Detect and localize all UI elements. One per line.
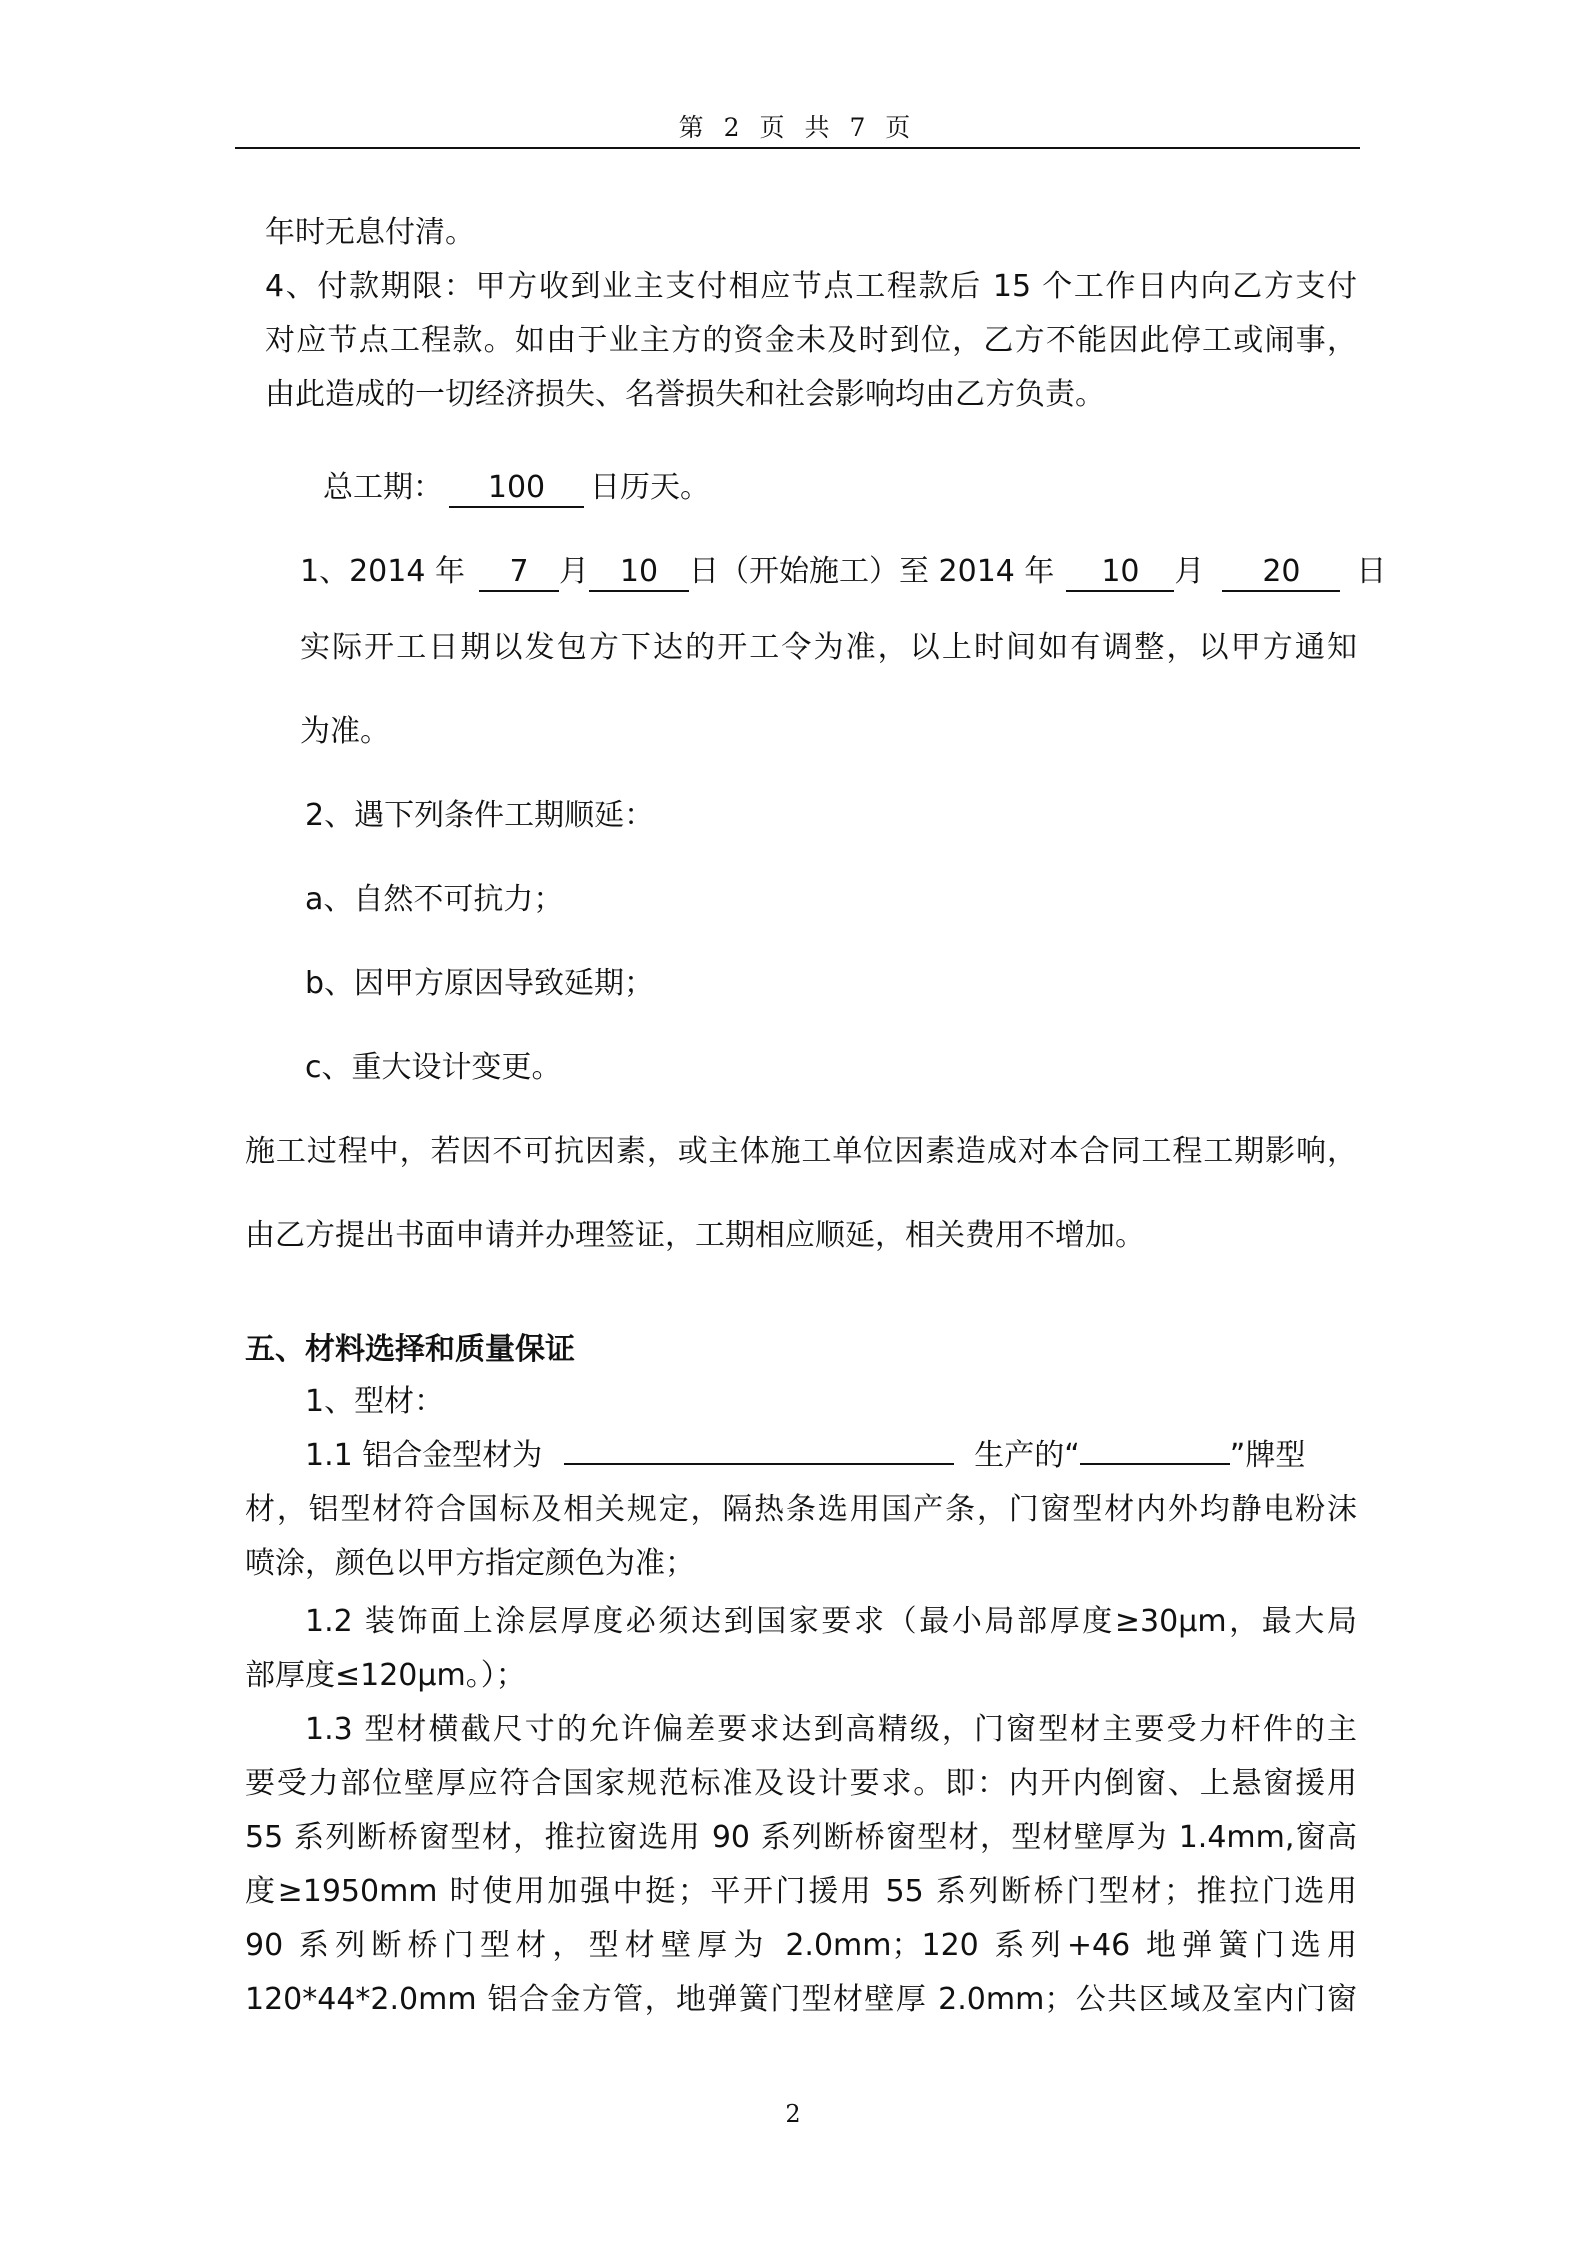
payment-line-3: 由此造成的一切经济损失、名誉损失和社会影响均由乙方负责。	[265, 377, 1105, 412]
page-label-mid: 页	[759, 113, 791, 142]
page-total: 7	[849, 113, 872, 142]
item-1-1-suffix: ”牌型	[1229, 1438, 1306, 1473]
page-label-total-prefix: 共	[804, 113, 836, 142]
payment-line-1: 4、付款期限：甲方收到业主支付相应节点工程款后 15 个工作日内向乙方支付	[265, 269, 1357, 304]
delay-paragraph-line-1: 施工过程中，若因不可抗因素，或主体施工单位因素造成对本合同工程工期影响，	[245, 1134, 1357, 1169]
start-day-field: 10	[589, 554, 689, 592]
section-5-sub-1: 1、型材：	[305, 1384, 445, 1419]
payment-line-0: 年时无息付清。	[265, 215, 475, 250]
period-prefix: 1、2014 年	[300, 554, 465, 589]
period-line	[300, 552, 1387, 592]
item-1-2-line-2: 部厚度≤120μm。）；	[245, 1658, 526, 1693]
end-month-field: 10	[1066, 554, 1174, 592]
condition-c: c、重大设计变更。	[305, 1050, 562, 1085]
item-1-1-line-2: 材，铝型材符合国标及相关规定，隔热条选用国产条，门窗型材内外均静电粉沫	[245, 1492, 1357, 1527]
item-1-1-line-3: 喷涂，颜色以甲方指定颜色为准；	[245, 1546, 695, 1581]
start-day-suffix: 日（开始施工）至 2014 年	[688, 554, 1055, 589]
page-label-suffix: 页	[885, 113, 917, 142]
extension-title: 2、遇下列条件工期顺延：	[305, 798, 655, 833]
manufacturer-field	[564, 1463, 954, 1465]
section-5-title: 五、材料选择和质量保证	[245, 1332, 575, 1367]
page-number-footer: 2	[785, 2100, 801, 2128]
end-day-field: 20	[1222, 554, 1340, 592]
total-days-field: 100	[449, 470, 584, 508]
item-1-3-line-5: 90 系列断桥门型材，型材壁厚为 2.0mm；120 系列+46 地弹簧门选用	[245, 1928, 1357, 1963]
start-month-char: 月	[558, 554, 589, 589]
end-month-char: 月	[1174, 554, 1205, 589]
item-1-1-mid: 生产的“	[974, 1438, 1080, 1473]
item-1-1-line-1	[305, 1436, 1360, 1476]
total-duration-line	[323, 468, 710, 508]
item-1-3-line-3: 55 系列断桥窗型材，推拉窗选用 90 系列断桥窗型材，型材壁厚为 1.4mm,窗高	[245, 1820, 1357, 1855]
schedule-note-line-2: 为准。	[300, 714, 390, 749]
total-duration-label: 总工期：	[323, 470, 443, 505]
brand-field	[1080, 1463, 1230, 1465]
condition-a: a、自然不可抗力；	[305, 882, 564, 917]
item-1-3-line-6: 120*44*2.0mm 铝合金方管，地弹簧门型材壁厚 2.0mm；公共区域及室内门窗	[245, 1982, 1357, 2017]
page-current: 2	[723, 113, 746, 142]
item-1-3-line-1: 1.3 型材横截尺寸的允许偏差要求达到高精级，门窗型材主要受力杆件的主	[305, 1712, 1357, 1747]
start-month-field: 7	[479, 554, 559, 592]
delay-paragraph-line-2: 由乙方提出书面申请并办理签证，工期相应顺延，相关费用不增加。	[245, 1218, 1145, 1253]
item-1-2-line-1: 1.2 装饰面上涂层厚度必须达到国家要求（最小局部厚度≥30μm，最大局	[305, 1604, 1357, 1639]
item-1-3-line-4: 度≥1950mm 时使用加强中挺；平开门援用 55 系列断桥门型材；推拉门选用	[245, 1874, 1357, 1909]
item-1-3-line-2: 要受力部位壁厚应符合国家规范标准及设计要求。即：内开内倒窗、上悬窗援用	[245, 1766, 1357, 1801]
page-label-prefix: 第	[678, 113, 710, 142]
page-header	[235, 108, 1360, 144]
schedule-note-line-1: 实际开工日期以发包方下达的开工令为准，以上时间如有调整，以甲方通知	[300, 630, 1357, 665]
payment-line-2: 对应节点工程款。如由于业主方的资金未及时到位，乙方不能因此停工或闹事，	[265, 323, 1357, 358]
condition-b: b、因甲方原因导致延期；	[305, 966, 655, 1001]
item-1-1-prefix: 1.1 铝合金型材为	[305, 1438, 543, 1473]
total-duration-unit: 日历天。	[590, 470, 710, 505]
header-rule	[235, 147, 1360, 149]
end-day-char: 日	[1356, 554, 1387, 589]
